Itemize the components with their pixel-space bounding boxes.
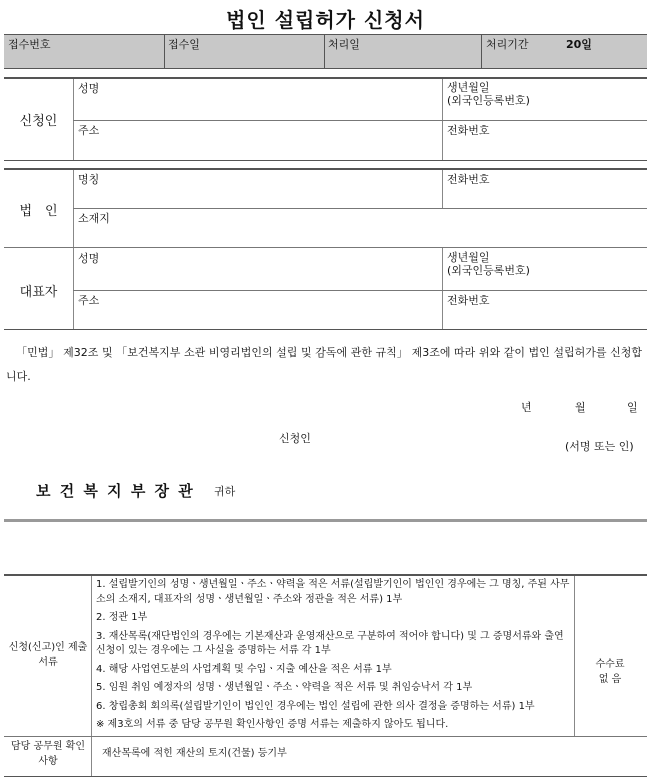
fee-label: 수수료 없 음 xyxy=(595,659,625,685)
section-separator xyxy=(4,519,647,522)
corporation-phone-label: 전화번호 xyxy=(447,173,490,186)
form-title: 법인 설립허가 신청서 xyxy=(226,8,425,32)
applicant-address-label: 주소 xyxy=(78,124,100,137)
officer-check-content: 재산목록에 적힌 재산의 토지(건물) 등기부 xyxy=(102,748,287,759)
applicant-name-label: 성명 xyxy=(78,82,100,95)
document-item: ※ 제3호의 서류 중 담당 공무원 확인사항인 증명 서류는 제출하지 않아도 됩니다. xyxy=(96,719,449,730)
document-item: 6. 창립총회 회의록(설립발기인이 법인인 경우에는 법인 설립에 관한 의사 결정을 증명하는 서류) 1부 xyxy=(96,700,535,712)
document-item: 2. 정관 1부 xyxy=(96,612,148,623)
process-date-label: 처리일 xyxy=(328,38,360,51)
representative-birth-label: 생년월일 xyxy=(447,251,490,264)
applicant-birth-sub-label: (외국인등록번호) xyxy=(447,94,530,107)
document-item: 1. 설립발기인의 성명ㆍ생년월일ㆍ주소ㆍ약력을 적은 서류(설립발기인이 법인인 경우에는 그 명칭, 주된 사무소의 소재지, 대표자의 성명ㆍ생년월일ㆍ주소와 정관을 적은 서류) 1부 xyxy=(96,579,570,605)
representative-address-label: 주소 xyxy=(78,294,100,307)
process-period-label: 처리기간 xyxy=(486,38,529,51)
signature-placeholder: (서명 또는 인) xyxy=(565,440,634,453)
applicant-section-label: 신청인 xyxy=(19,114,58,129)
representative-name-label: 성명 xyxy=(78,252,100,265)
documents-list xyxy=(96,578,574,737)
signer-label: 신청인 xyxy=(279,432,311,445)
recipient-name: 보 건 복 지 부 장 관 xyxy=(36,482,195,500)
corporation-name-label: 명칭 xyxy=(78,173,100,186)
receipt-date-label: 접수일 xyxy=(168,38,200,51)
corporation-location-label: 소재지 xyxy=(78,212,110,225)
representative-section-label: 대표자 xyxy=(19,285,58,300)
corporation-section-label: 법 인 xyxy=(19,204,58,219)
representative-phone-label: 전화번호 xyxy=(447,294,490,307)
recipient-suffix: 귀하 xyxy=(214,485,236,498)
applicant-birth-label: 생년월일 xyxy=(447,81,490,94)
process-period-value: 20일 xyxy=(566,38,592,51)
documents-label: 신청(신고)인 제출서류 xyxy=(8,642,88,668)
application-statement: 「민법」 제32조 및 「보건복지부 소관 비영리법인의 설립 및 감독에 관한 규칙」 제3조에 따라 위와 같이 법인 설립허가를 신청합니다. xyxy=(6,346,642,383)
officer-check-label: 담당 공무원 확인사항 xyxy=(11,741,85,767)
applicant-phone-label: 전화번호 xyxy=(447,124,490,137)
document-item: 4. 해당 사업연도분의 사업계획 및 수입ㆍ지출 예산을 적은 서류 1부 xyxy=(96,663,392,675)
representative-birth-sub-label: (외국인등록번호) xyxy=(447,264,530,277)
date-day-label: 일 xyxy=(627,401,638,414)
receipt-number-label: 접수번호 xyxy=(8,38,51,51)
date-year-label: 년 xyxy=(521,401,532,414)
document-item: 3. 재산목록(재단법인의 경우에는 기본재산과 운영재산으로 구분하여 적어야 합니다) 및 그 증명서류와 출연 신청이 있는 경우에는 그 사실을 증명하는 서류 각 1부 xyxy=(96,630,564,656)
receipt-header-bar xyxy=(4,34,647,68)
date-month-label: 월 xyxy=(575,401,586,414)
document-item: 5. 임원 취임 예정자의 성명ㆍ생년월일ㆍ주소ㆍ약력을 적은 서류 및 취임승낙서 각 1부 xyxy=(96,682,473,693)
